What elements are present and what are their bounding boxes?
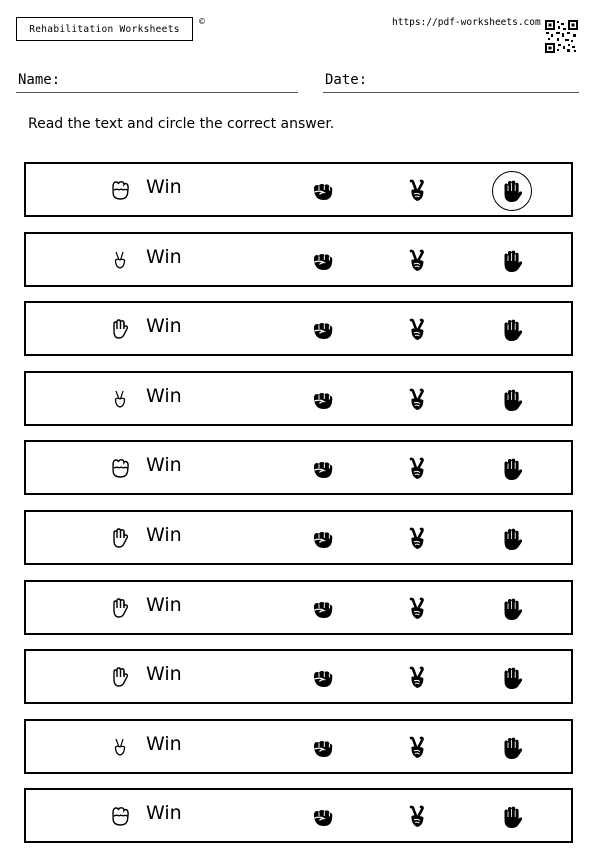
prompt-word: Win (146, 384, 182, 407)
rock-option-icon[interactable] (303, 171, 343, 211)
qr-code-icon (545, 20, 578, 53)
scissors-outline-icon (110, 388, 130, 410)
scissors-option-icon[interactable] (397, 449, 437, 489)
scissors-outline-icon (110, 736, 130, 758)
prompt-word: Win (146, 802, 182, 825)
paper-option-icon[interactable] (492, 519, 532, 559)
paper-outline-icon (110, 597, 130, 619)
question-row (24, 719, 573, 774)
prompt-word: Win (146, 245, 182, 268)
question-row (24, 788, 573, 843)
rock-option-icon[interactable] (303, 519, 343, 559)
scissors-option-icon[interactable] (397, 241, 437, 281)
question-row (24, 510, 573, 565)
site-url[interactable]: https://pdf-worksheets.com (392, 17, 541, 28)
paper-option-icon[interactable] (492, 241, 532, 281)
question-row (24, 371, 573, 426)
prompt-word: Win (146, 663, 182, 686)
paper-option-icon[interactable] (492, 380, 532, 420)
rock-option-icon[interactable] (303, 728, 343, 768)
rock-outline-icon (110, 457, 130, 479)
prompt-word: Win (146, 176, 182, 198)
rock-option-icon[interactable] (303, 589, 343, 629)
paper-option-icon[interactable] (492, 797, 532, 837)
question-row (24, 580, 573, 635)
question-row (24, 649, 573, 704)
name-field[interactable] (16, 92, 298, 93)
question-list (24, 162, 573, 858)
rock-option-icon[interactable] (303, 380, 343, 420)
paper-option-icon[interactable] (492, 171, 532, 211)
scissors-option-icon[interactable] (397, 589, 437, 629)
question-row (24, 162, 573, 217)
scissors-option-icon[interactable] (397, 380, 437, 420)
rock-option-icon[interactable] (303, 658, 343, 698)
prompt-word: Win (146, 315, 182, 338)
question-row (24, 232, 573, 287)
scissors-option-icon[interactable] (397, 797, 437, 837)
rock-option-icon[interactable] (303, 310, 343, 350)
scissors-option-icon[interactable] (397, 519, 437, 559)
paper-outline-icon (110, 527, 130, 549)
scissors-option-icon[interactable] (397, 728, 437, 768)
rock-option-icon[interactable] (303, 797, 343, 837)
paper-option-icon[interactable] (492, 658, 532, 698)
scissors-outline-icon (110, 249, 130, 271)
question-row (24, 440, 573, 495)
rock-outline-icon (110, 179, 130, 201)
scissors-option-icon[interactable] (397, 658, 437, 698)
date-label: Date: (325, 72, 368, 88)
instruction-text: Read the text and circle the correct answer. (28, 116, 335, 132)
rock-outline-icon (110, 805, 130, 827)
worksheet-title: Rehabilitation Worksheets (16, 17, 193, 41)
paper-outline-icon (110, 318, 130, 340)
scissors-option-icon[interactable] (397, 310, 437, 350)
copyright-mark: © (198, 17, 206, 26)
rock-option-icon[interactable] (303, 449, 343, 489)
prompt-word: Win (146, 523, 182, 546)
prompt-word: Win (146, 454, 182, 477)
date-field[interactable] (323, 92, 579, 93)
prompt-word: Win (146, 593, 182, 616)
scissors-option-icon[interactable] (397, 171, 437, 211)
paper-option-icon[interactable] (492, 728, 532, 768)
paper-option-icon[interactable] (492, 589, 532, 629)
prompt-word: Win (146, 732, 182, 755)
question-row (24, 301, 573, 356)
name-label: Name: (18, 72, 61, 88)
rock-option-icon[interactable] (303, 241, 343, 281)
paper-option-icon[interactable] (492, 449, 532, 489)
paper-option-icon[interactable] (492, 310, 532, 350)
paper-outline-icon (110, 666, 130, 688)
